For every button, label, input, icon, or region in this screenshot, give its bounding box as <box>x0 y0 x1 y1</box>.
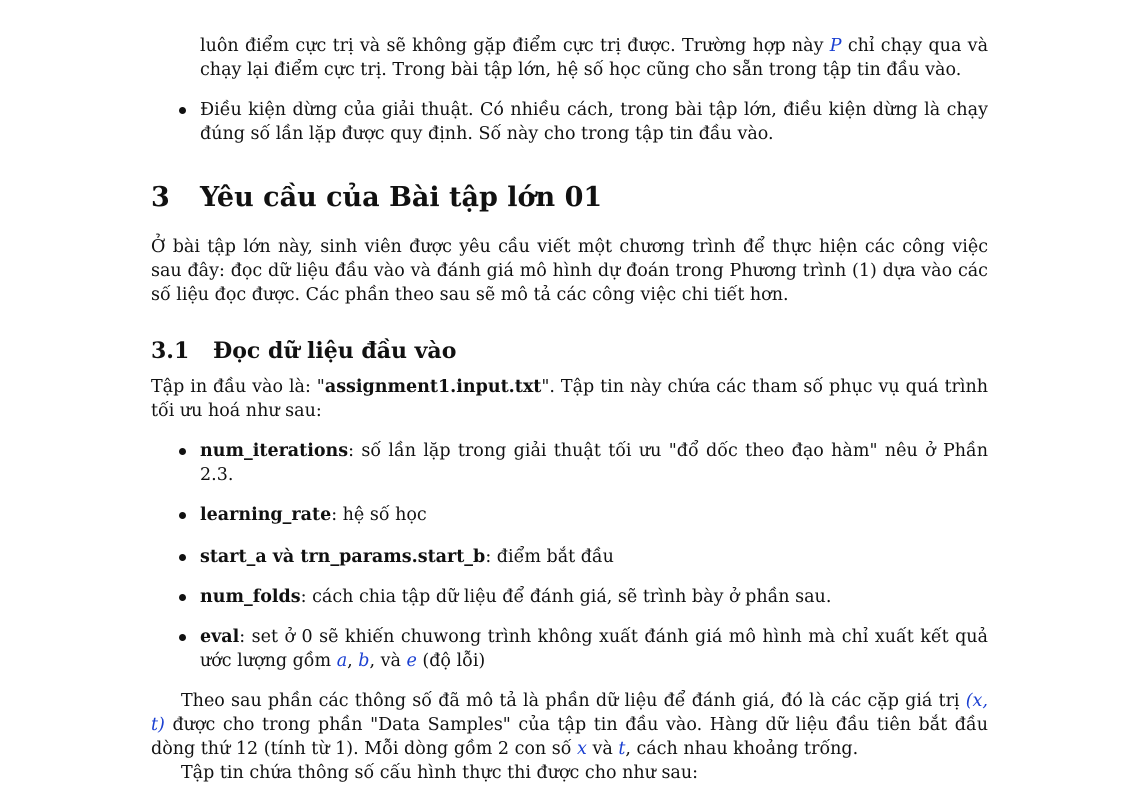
text-fragment: Tập in đầu vào là: " <box>151 377 325 397</box>
param-desc: : set ở 0 sẽ khiến chuwong trình không xuất đánh giá mô hình mà chỉ xuất kết quả ước lượng gồm <box>200 627 988 671</box>
text-fragment: và <box>586 739 619 759</box>
bullet-icon <box>179 634 186 641</box>
param-desc: : số lần lặp trong giải thuật tối ưu "đổ dốc theo đạo hàm" nêu ở Phần 2.3. <box>200 441 988 485</box>
param-desc: : điểm bắt đầu <box>485 547 614 567</box>
math-variable-a: a <box>336 651 348 671</box>
subsection-number: 3.1 <box>151 338 190 364</box>
bullet-icon <box>179 448 186 455</box>
param-list <box>151 439 988 673</box>
section-number: 3 <box>151 182 170 213</box>
math-variable-b: b <box>358 651 370 671</box>
math-variable-p: P <box>829 36 842 56</box>
param-name: start_a và trn_params.start_b <box>200 547 486 567</box>
config-intro: Tập tin chứa thông số cấu hình thực thi được cho như sau: <box>181 763 699 783</box>
text-fragment: , <box>347 651 359 671</box>
text-fragment: luôn điểm cực trị và sẽ không gặp điểm cực trị được. Trường hợp này <box>200 36 830 56</box>
text-fragment: ". Tập tin này chứa các tham số phục vụ quá trình tối ưu hoá như sau: <box>151 377 988 421</box>
section-title: Yêu cầu của Bài tập lớn 01 <box>200 182 603 213</box>
section-heading <box>151 182 988 214</box>
list-item <box>151 625 988 673</box>
stop-condition-list <box>151 98 988 146</box>
text-fragment: Theo sau phần các thông số đã mô tả là phần dữ liệu để đánh giá, đó là các cặp giá trị <box>181 691 966 711</box>
input-filename: assignment1.input.txt <box>324 377 542 397</box>
bullet-icon <box>179 594 186 601</box>
text-fragment: chỉ chạy qua và chạy lại điểm cực trị. Trong bài tập lớn, hệ số học cũng cho sẵn trong tập tin đầu vào. <box>200 36 988 80</box>
text-fragment: được cho trong phần "Data Samples" của tập tin đầu vào. Hàng dữ liệu đầu tiên bắt đầu dòng thứ 12 (tính từ 1). Mỗi dòng gồm 2 con số <box>151 715 988 759</box>
text-fragment: , và <box>369 651 407 671</box>
subsection-heading <box>151 337 988 365</box>
list-item <box>151 585 988 609</box>
math-variable-e: e <box>406 651 417 671</box>
list-item <box>151 98 988 146</box>
data-samples-paragraph <box>151 689 988 761</box>
list-item <box>151 503 988 527</box>
param-name: num_folds <box>200 587 301 607</box>
math-pair-xt: (x, t) <box>151 691 988 735</box>
param-name: num_iterations <box>200 441 349 461</box>
subsection-intro <box>151 375 988 423</box>
subsection-title: Đọc dữ liệu đầu vào <box>213 338 457 364</box>
math-variable-t: t <box>618 739 626 759</box>
list-item <box>151 545 988 569</box>
param-desc: : cách chia tập dữ liệu để đánh giá, sẽ trình bày ở phần sau. <box>300 587 832 607</box>
stop-condition-text: Điều kiện dừng của giải thuật. Có nhiều cách, trong bài tập lớn, điều kiện dừng là chạy đúng số lần lặp được quy định. Số này cho trong tập tin đầu vào. <box>200 100 988 144</box>
text-fragment: , cách nhau khoảng trống. <box>625 739 859 759</box>
bullet-icon <box>179 512 186 519</box>
section-intro: Ở bài tập lớn này, sinh viên được yêu cầu viết một chương trình để thực hiện các công việc sau đây: đọc dữ liệu đầu vào và đánh giá mô hình dự đoán trong Phương trình (1) dựa vào các số liệu đọc được. Các phần theo sau sẽ mô tả các công việc chi tiết hơn. <box>151 237 988 305</box>
param-desc: : hệ số học <box>331 505 427 525</box>
param-name: eval <box>200 627 240 647</box>
text-fragment: (độ lỗi) <box>416 651 486 671</box>
list-item <box>151 439 988 487</box>
bullet-icon <box>179 554 186 561</box>
param-name: learning_rate <box>200 505 332 525</box>
continued-bullet-text <box>200 34 988 82</box>
page-content <box>151 34 988 785</box>
bullet-icon <box>179 107 186 114</box>
math-variable-x: x <box>577 739 587 759</box>
